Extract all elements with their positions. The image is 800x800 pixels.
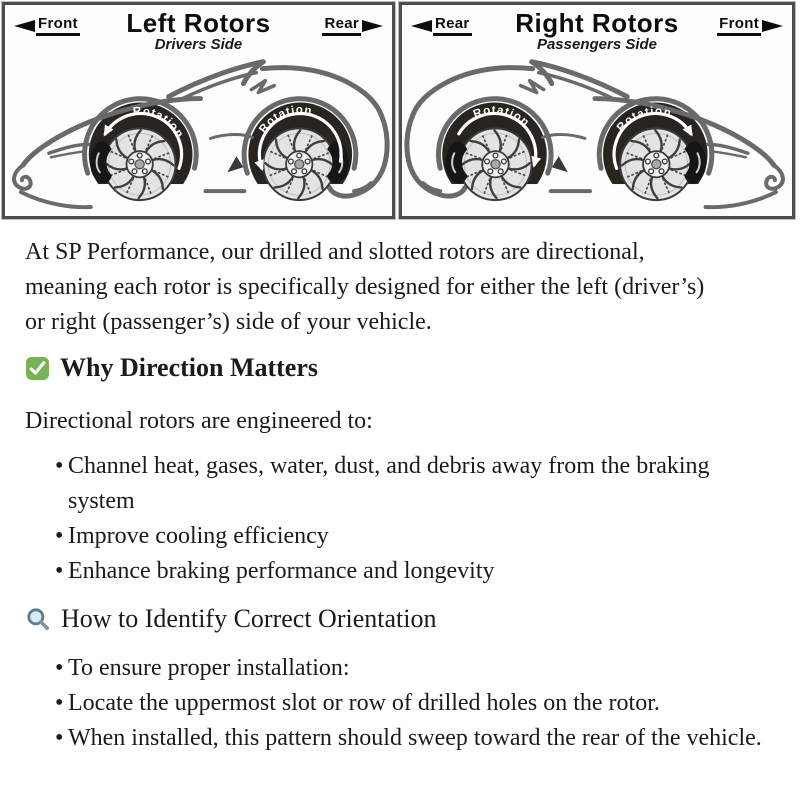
list-item	[25, 651, 765, 686]
side-label: Front	[36, 15, 80, 36]
check-mark-icon	[25, 356, 50, 381]
list-item	[25, 686, 765, 721]
panel-title: Left Rotors	[126, 8, 271, 38]
rotation-label: Rotation	[257, 104, 314, 136]
why-direction-matters-heading	[25, 352, 775, 384]
list-item-text: Improve cooling efficiency	[68, 523, 329, 549]
rotation-label: Rotation	[132, 105, 186, 141]
right-arrow-icon	[762, 20, 783, 32]
bullet-marker: •	[55, 690, 64, 716]
identify-orientation-heading	[25, 603, 775, 635]
panel-title: Right Rotors	[515, 8, 679, 38]
heading-text: Why Direction Matters	[60, 353, 319, 382]
bullet-marker: •	[55, 725, 64, 751]
front-direction-label	[717, 15, 783, 36]
bullet-marker: •	[55, 558, 64, 584]
magnifying-glass-icon	[25, 606, 51, 632]
list-item	[25, 519, 725, 554]
list-item-text: Enhance braking performance and longevity	[68, 558, 495, 584]
intro-paragraph: At SP Performance, our drilled and slotted rotors are directional, meaning each rotor is specifically designed for either the left (driver’s) or right (passenger’s) side of your vehicle.	[25, 239, 705, 335]
why-benefits-list	[25, 449, 775, 589]
bullet-marker: •	[55, 523, 64, 549]
left-arrow-icon	[14, 20, 35, 32]
rotation-label: Rotation	[471, 104, 532, 130]
bullet-marker: •	[55, 655, 64, 681]
bullet-marker: •	[55, 453, 64, 479]
list-item-text: Locate the uppermost slot or row of drilled holes on the rotor.	[68, 690, 660, 716]
list-item	[25, 449, 725, 519]
side-label: Rear	[433, 15, 472, 36]
left-rotors-panel	[2, 2, 395, 219]
panel-subtitle: Passengers Side	[536, 36, 658, 53]
article-body	[0, 222, 800, 756]
left-arrow-icon	[411, 20, 432, 32]
front-direction-label	[14, 15, 80, 36]
panel-subtitle: Drivers Side	[154, 36, 243, 53]
list-item	[25, 554, 725, 589]
list-item-text: When installed, this pattern should sweep toward the rear of the vehicle.	[68, 725, 762, 751]
list-item	[25, 721, 765, 756]
right-rotors-panel	[399, 2, 795, 219]
list-item-text: Channel heat, gases, water, dust, and debris away from the braking system	[68, 453, 710, 514]
rotor-direction-diagram	[0, 0, 800, 222]
right-arrow-icon	[362, 20, 383, 32]
heading-text: How to Identify Correct Orientation	[61, 604, 437, 633]
left-panel-header	[5, 5, 392, 57]
right-panel-header	[402, 5, 792, 57]
identify-steps-list	[25, 651, 775, 756]
rear-direction-label	[322, 15, 383, 36]
side-label: Front	[717, 15, 761, 36]
side-label: Rear	[322, 15, 361, 36]
rotation-label: Rotation	[614, 105, 674, 135]
rear-direction-label	[411, 15, 472, 36]
list-item-text: To ensure proper installation:	[68, 655, 350, 681]
why-lead-text: Directional rotors are engineered to:	[25, 408, 373, 434]
